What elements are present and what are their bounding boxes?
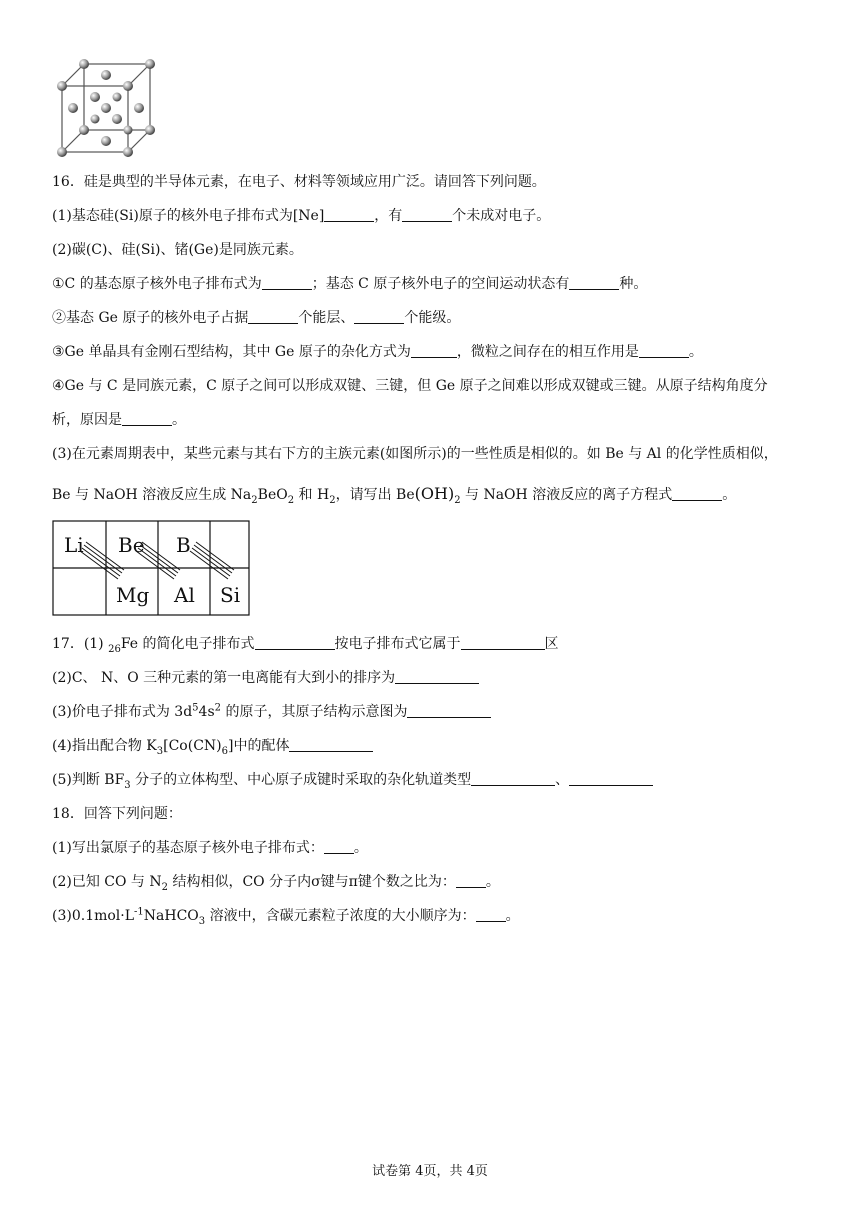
answer-blank[interactable] — [262, 275, 312, 290]
q16-part3: (3)在元素周期表中，某些元素与其右下方的主族元素(如图所示)的一些性质是相似的。如 Be 与 Al 的化学性质相似， — [52, 446, 778, 462]
q16-part2-1: ①C 的基态原子核外电子排布式为 ；基态 C 原子核外电子的空间运动状态有 种。 — [52, 276, 648, 292]
answer-blank[interactable] — [324, 839, 354, 854]
answer-blank[interactable] — [324, 207, 374, 222]
answer-blank[interactable] — [461, 635, 545, 650]
q18-intro: 18．回答下列问题： — [52, 806, 182, 822]
q18-part3: $(3)0.1mol\cdot L^{-1}NaHCO_3$ 溶液中，含碳元素粒子浓度的大小顺序为： 。 — [52, 906, 520, 927]
q16-part2-3: ③Ge 单晶具有金刚石型结构，其中 Ge 原子的杂化方式为 ，微粒之间存在的相互作用是 。 — [52, 344, 703, 360]
periodic-diagonal-figure — [52, 520, 250, 616]
q16-part2-4-cont: 析，原因是 。 — [52, 412, 186, 428]
answer-blank[interactable] — [672, 486, 722, 501]
q16-intro: 16．硅是典型的半导体元素，在电子、材料等领域应用广泛。请回答下列问题。 — [52, 174, 546, 190]
element-si: Si — [220, 583, 241, 607]
q16-part2: (2)碳(C)、硅(Si)、锗(Ge)是同族元素。 — [52, 242, 303, 258]
page-footer: 试卷第 4页，共 4页 — [372, 1164, 488, 1179]
answer-blank[interactable] — [289, 737, 373, 752]
q17-part1: 17．(1) $_{26}$Fe 的简化电子排布式 按电子排布式它属于 区 — [52, 636, 559, 655]
answer-blank[interactable] — [471, 771, 555, 786]
q18-part1: (1)写出氯原子的基态原子核外电子排布式： 。 — [52, 840, 368, 856]
answer-blank[interactable] — [248, 309, 298, 324]
element-al: Al — [174, 583, 195, 607]
element-be: Be — [118, 533, 145, 557]
answer-blank[interactable] — [456, 873, 486, 888]
element-b: B — [176, 533, 191, 557]
q17-part3: (3)价电子排布式为 $3d^54s^2$ 的原子，其原子结构示意图为 — [52, 702, 491, 722]
answer-blank[interactable] — [569, 275, 619, 290]
answer-blank[interactable] — [569, 771, 653, 786]
q17-part4: (4)指出配合物 $K_3[Co(CN)_6]$中的配体 — [52, 736, 373, 756]
q16-part2-4: ④Ge 与 C 是同族元素，C 原子之间可以形成双键、三键，但 Ge 原子之间难以形成双键或三键。从原子结构角度分 — [52, 378, 768, 394]
q18-part2: (2)已知 CO 与 $N_2$ 结构相似，CO 分子内σ键与π键个数之比为： 。 — [52, 874, 500, 893]
answer-blank[interactable] — [354, 309, 404, 324]
answer-blank[interactable] — [476, 907, 506, 922]
answer-blank[interactable] — [407, 703, 491, 718]
crystal-structure-figure — [52, 56, 162, 160]
q16-part3-cont: Be 与 NaOH 溶液反应生成 $Na_2BeO_2$ 和 $H_2$，请写出 $Be(OH)_2$ 与 NaOH 溶液反应的离子方程式 。 — [52, 484, 737, 506]
answer-blank[interactable] — [639, 343, 689, 358]
element-mg: Mg — [116, 583, 150, 607]
q17-part5: (5)判断 $BF_3$ 分子的立体构型、中心原子成键时采取的杂化轨道类型 、 — [52, 770, 653, 790]
answer-blank[interactable] — [402, 207, 452, 222]
q16-part2-2: ②基态 Ge 原子的核外电子占据 个能层、 个能级。 — [52, 310, 461, 326]
answer-blank[interactable] — [411, 343, 457, 358]
answer-blank[interactable] — [122, 411, 172, 426]
answer-blank[interactable] — [255, 635, 335, 650]
element-li: Li — [64, 533, 84, 557]
q17-part2: (2)C、 N、O 三种元素的第一电离能有大到小的排序为 — [52, 668, 479, 688]
answer-blank[interactable] — [395, 669, 479, 684]
q16-part1: (1)基态硅(Si)原子的核外电子排布式为[Ne] ，有 个未成对电子。 — [52, 208, 551, 224]
